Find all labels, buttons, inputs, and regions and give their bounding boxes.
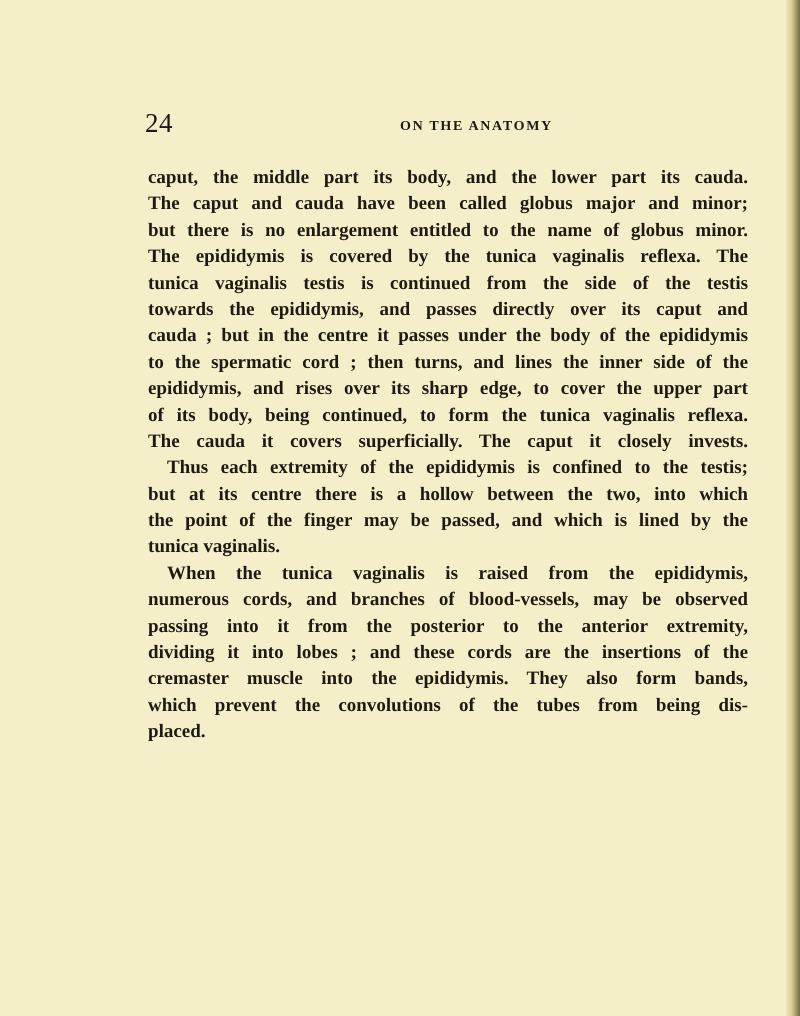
text-line: cauda ; but in the centre it passes under the body of the epididymis xyxy=(148,325,748,347)
page-edge-shadow xyxy=(786,0,800,1016)
running-title: ON THE ANATOMY xyxy=(400,119,553,134)
text-line: which prevent the convolutions of the tubes from being dis- xyxy=(148,694,748,716)
text-line: but there is no enlargement entitled to the name of globus minor. xyxy=(148,219,748,241)
text-line: of its body, being continued, to form the tunica vaginalis reflexa. xyxy=(148,404,748,426)
text-line: the point of the finger may be passed, and which is lined by the xyxy=(148,510,748,532)
text-line: to the spermatic cord ; then turns, and lines the inner side of the xyxy=(148,351,748,373)
text-line: The cauda it covers superficially. The caput it closely invests. xyxy=(148,430,748,452)
text-line: caput, the middle part its body, and the lower part its cauda. xyxy=(148,167,748,188)
text-line: passing into it from the posterior to the anterior extremity, xyxy=(148,615,748,637)
text-line: epididymis, and rises over its sharp edge, to cover the upper part xyxy=(148,378,748,400)
running-head xyxy=(0,108,786,142)
page-number: 24 xyxy=(145,108,173,138)
text-line: numerous cords, and branches of blood-vessels, may be observed xyxy=(148,589,748,611)
text-line: cremaster muscle into the epididymis. They also form bands, xyxy=(148,668,748,690)
text-line: placed. xyxy=(148,721,206,743)
text-line: The epididymis is covered by the tunica vaginalis reflexa. The xyxy=(148,246,748,268)
text-line: but at its centre there is a hollow between the two, into which xyxy=(148,483,748,505)
text-line: tunica vaginalis. xyxy=(148,536,280,558)
text-line: dividing it into lobes ; and these cords are the insertions of the xyxy=(148,642,748,664)
text-line: The caput and cauda have been called globus major and minor; xyxy=(148,193,748,215)
text-line: Thus each extremity of the epididymis is confined to the testis; xyxy=(167,457,748,479)
text-line: tunica vaginalis testis is continued from the side of the testis xyxy=(148,272,748,294)
body-text xyxy=(148,165,748,746)
text-line: When the tunica vaginalis is raised from the epididymis, xyxy=(167,562,748,584)
text-line: towards the epididymis, and passes directly over its caput and xyxy=(148,298,748,320)
